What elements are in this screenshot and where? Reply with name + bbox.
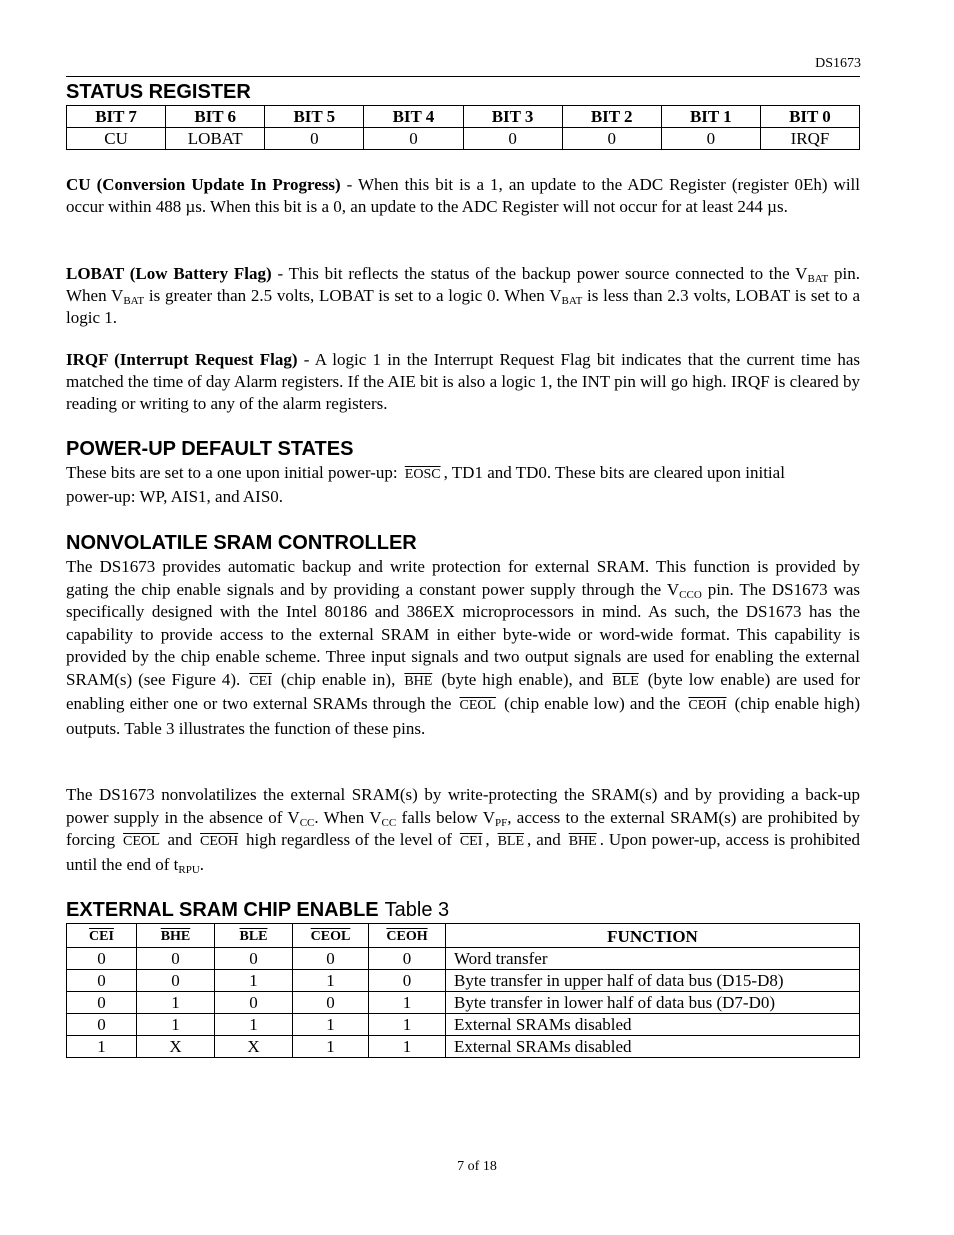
table-cell: 0 [67,992,137,1014]
bit-value: 0 [562,128,661,150]
table-cell: 1 [215,970,293,992]
power-up-text: , TD1 and TD0. These bits are cleared upon initial power-up: WP, AIS1, and AIS0. [66,463,785,506]
subscript: PF [494,816,508,829]
ble-signal: $\overline{BLE}$ [497,834,525,849]
eosc-signal: EOSC [404,467,441,482]
bit-value: LOBAT [166,128,265,150]
bit-header: BIT 2 [562,106,661,128]
subscript: CC [381,816,397,829]
table-cell: 0 [293,948,369,970]
irqf-term: IRQF (Interrupt Request Flag) [66,350,298,369]
sram-text: (byte high enable), and [435,669,610,689]
column-header: $\overline{CEI}$ [67,924,137,948]
sram-text: , and [527,830,566,849]
table-cell: 0 [137,948,215,970]
lobat-text: is less than 2.3 volts, LOBAT is set to a logic 1. [66,286,860,327]
sram-text: . Upon power-up, access is prohibited until the end of t [66,830,861,874]
table-cell: 1 [137,992,215,1014]
ceoh-signal: CEOH [688,698,727,713]
bit-header: BIT 5 [265,106,364,128]
bit-value: IRQF [760,128,859,150]
bit-header: BIT 1 [661,106,760,128]
power-up-section [66,436,860,508]
lobat-text: - This bit reflects the status of the backup power source connected to the V [271,264,808,283]
table-row [67,128,860,150]
subscript: BAT [807,273,829,285]
table-cell: 0 [293,992,369,1014]
bit-header: BIT 3 [463,106,562,128]
sram-controller-heading: NONVOLATILE SRAM CONTROLLER [66,532,417,554]
sram-text: (chip enable low) and the [499,694,686,713]
table-cell: 1 [67,1036,137,1058]
subscript: CCO [679,588,702,601]
sram-chip-enable-table [66,923,860,1058]
table-cell: X [215,1036,293,1058]
bit-header: BIT 0 [760,106,859,128]
column-header: FUNCTION [446,924,860,948]
sram-text: . When V [314,807,382,827]
power-up-heading: POWER-UP DEFAULT STATES [66,438,354,460]
sram-text: high regardless of the level of [241,830,457,849]
column-header: $\overline{BLE}$ [215,924,293,948]
table-header-row [67,924,860,948]
lobat-text: is greater than 2.5 volts, LOBAT is set to a logic 0. When V [144,286,562,305]
bit-header: BIT 7 [67,106,166,128]
table-cell: External SRAMs disabled [446,1014,860,1036]
table3-label: Table 3 [384,899,450,921]
sram-text: The DS1673 provides automatic backup and write protection for external SRAM. This function is provided by gating the chip enable signals and by providing a constant power supply through the V [66,557,860,599]
ble-signal: $\overline{BLE}$ [612,673,639,689]
bit-value: 0 [364,128,463,150]
table-cell: External SRAMs disabled [446,1036,860,1058]
sram-text: . [199,854,205,874]
bhe-signal: $\overline{BHE}$ [568,834,597,849]
table-cell: X [137,1036,215,1058]
table-cell: 0 [67,948,137,970]
cei-signal: $\overline{CEI}$ [249,673,272,689]
table-row [67,1014,860,1036]
sram-text: The DS1673 nonvolatilizes the external SRAM(s) by write-protecting the SRAM(s) and by providing a back-up power supply in the absence of V [66,785,860,827]
table-cell: 0 [369,970,446,992]
table-cell: 1 [293,1014,369,1036]
table-cell: 0 [369,948,446,970]
sram-text: (byte low enable) are used for enabling either one or two external SRAMs through the [66,669,860,713]
sram-text: pin. The DS1673 was specifically designed with the Intel 80186 and 386EX microprocessors in mind. As such, the DS1673 has the capability to provide access to the external SRAM in either byte-wide or word-wide format. This capability is provided by the chip enable scheme. Three input signals and two output signals are used for enabling the external SRAM(s) (see Figure 4). [66,579,860,689]
table-row [67,1036,860,1058]
sram-text: (chip enable high) outputs. Table 3 illustrates the function of these pins. [66,694,860,738]
table-cell: Byte transfer in upper half of data bus (D15-D8) [446,970,860,992]
table-cell: 0 [215,948,293,970]
subscript: CC [299,816,315,829]
page-number: 7 of 18 [457,1159,497,1174]
cu-text: - When this bit is a 1, an update to the ADC Register (register 0Eh) will occur within 488 µs. When this bit is a 0, an update to the ADC Register will not occur for at least 244 µs. [66,175,860,216]
table-cell: 0 [67,970,137,992]
status-register-table [66,105,860,150]
status-register-heading: STATUS REGISTER [66,81,251,103]
bit-value: 0 [265,128,364,150]
table-row [67,992,860,1014]
table-cell: 1 [293,970,369,992]
cu-term: CU (Conversion Update In Progress) [66,175,341,194]
sram-paragraph-2 [66,784,860,876]
table-cell: 1 [369,992,446,1014]
lobat-text: pin. When V [66,264,860,305]
bit-value: 0 [661,128,760,150]
irqf-text: - A logic 1 in the Interrupt Request Flag bit indicates that the current time has matched the time of day Alarm registers. If the AIE bit is also a logic 1, the INT pin will go high. IRQF is cleared by reading or writing to any of the alarm registers. [66,350,860,413]
bit-header: BIT 6 [166,106,265,128]
table3-section [66,897,860,1058]
table-cell: 1 [369,1036,446,1058]
subscript: RPU [178,863,200,876]
table3-heading: EXTERNAL SRAM CHIP ENABLE [66,899,379,921]
sram-text: falls below V [396,807,495,827]
table-cell: Byte transfer in lower half of data bus (D7-D0) [446,992,860,1014]
table-cell: 0 [137,970,215,992]
table-cell: Word transfer [446,948,860,970]
sram-text: , [485,830,495,849]
power-up-text: These bits are set to a one upon initial power-up: [66,463,402,482]
bit-value: 0 [463,128,562,150]
column-header: $\overline{BHE}$ [137,924,215,948]
subscript: BAT [561,295,583,307]
ceol-signal: CEOL [459,698,497,713]
table-row [67,948,860,970]
table-header-row [67,106,860,128]
bit-value: CU [67,128,166,150]
table-cell: 1 [293,1036,369,1058]
table-cell: 1 [369,1014,446,1036]
irqf-paragraph [66,349,860,415]
table-cell: 1 [137,1014,215,1036]
table-cell: 1 [215,1014,293,1036]
cei-signal: $\overline{CEI}$ [459,834,483,849]
lobat-term: LOBAT (Low Battery Flag) [66,264,272,283]
table-cell: 0 [215,992,293,1014]
status-register-section [66,79,860,150]
cu-paragraph [66,174,860,218]
ceoh-signal: CEOH [199,834,239,849]
document-id: DS1673 [815,56,861,71]
sram-controller-section [66,530,860,740]
table-cell: 0 [67,1014,137,1036]
subscript: BAT [123,295,145,307]
sram-text: and [162,830,197,849]
column-header: CEOH [369,924,446,948]
column-header: CEOL [293,924,369,948]
ceol-signal: CEOL [123,834,160,849]
header-rule [66,76,860,77]
bit-header: BIT 4 [364,106,463,128]
lobat-paragraph [66,263,860,329]
sram-text: (chip enable in), [274,669,402,689]
bhe-signal: $\overline{BHE}$ [404,673,433,689]
sram-text: , access to the external SRAM(s) are prohibited by forcing [66,807,860,849]
table-row [67,970,860,992]
